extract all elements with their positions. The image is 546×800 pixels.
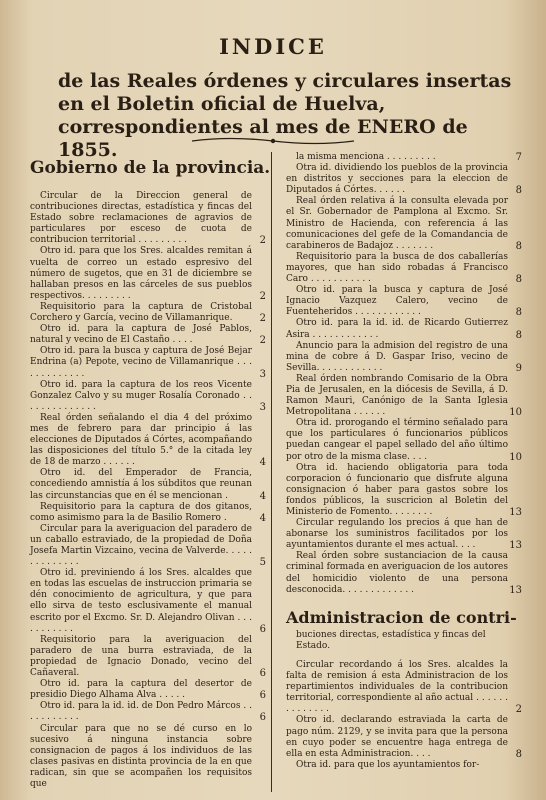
index-entry-text: Otro id. para que los Sres. alcaldes remitan á vuelta de correo un estado espresivo del número de sugetos, que en 31 de diciembre se hallaban presos en las cárceles de sus pueblos respectivos. . . . . . . . . — [30, 246, 252, 301]
index-entry-page: 8 — [515, 274, 522, 286]
index-entry-page: 13 — [509, 507, 522, 518]
index-entry-page: 10 — [509, 407, 522, 419]
index-entry-page: 6 — [259, 712, 266, 724]
index-entry — [286, 660, 522, 715]
index-entry-page: 13 — [509, 540, 522, 552]
index-entry-page: 2 — [515, 704, 522, 716]
index-entry — [286, 374, 522, 418]
left-entry-list — [30, 191, 266, 790]
index-entry-text: Requisitorio para la averiguacion del paradero de una burra estraviada, de la propiedad de Ignacio Donado, vecino del Cañaveral. — [30, 634, 252, 679]
section-subtitle-administracion: buciones directas, estadística y fincas del Estado. — [296, 629, 486, 651]
index-entry — [30, 724, 266, 791]
index-entry-text: Real órden relativa á la consulta elevada por el Sr. Gobernador de Pamplona al Excmo. Sr. Ministro de Hacienda, con referencia á las comunicaciones del gefe de la Comandancia de carabineros de Badajoz . . . . . . . — [286, 196, 508, 251]
index-entry-page: 8 — [515, 307, 522, 319]
index-entry — [286, 418, 522, 462]
section-title-gobierno: Gobierno de la provincia. — [30, 158, 271, 178]
index-entry-page: 4 — [259, 457, 266, 469]
index-entry — [286, 196, 522, 251]
index-entry-page: 4 — [259, 512, 266, 524]
index-entry-text: Otra id. para que los ayuntamientos for- — [296, 759, 480, 770]
index-entry-text: Circular de la Direccion general de contribuciones directas, estadística y fincas del Estado sobre reclamaciones de agravios de particulares por esceso de cuota de contribucion territorial . . . . . . . . . — [30, 191, 252, 246]
index-entry — [30, 191, 266, 246]
index-entry-page: 8 — [515, 240, 522, 252]
index-entry-page: 3 — [259, 401, 266, 413]
index-entry-page: 5 — [259, 557, 266, 569]
index-entry-page: 2 — [259, 235, 266, 247]
index-entry — [286, 163, 522, 196]
index-entry — [30, 635, 266, 679]
index-entry-text: Otro id. declarando estraviada la carta de pago núm. 2129, y se invita para que la persona en cuyo poder se encuentre haga entrega de ella en esta Administracion. . . . — [286, 715, 508, 759]
index-entry — [30, 324, 266, 346]
index-entry-text: Circular recordando á los Sres. alcaldes la falta de remision á esta Administracion de los repartimientos individuales de la contribucion territorial, correspondiente al año actual . . . . . . . . . . . . . . — [286, 659, 508, 715]
index-entry-text: Otro id. para la captura del desertor de presidio Diego Alhama Alva . . . . . — [30, 679, 252, 701]
index-entry — [30, 679, 266, 701]
index-entry — [286, 760, 522, 771]
index-entry — [286, 252, 522, 285]
index-entry-page: 2 — [259, 290, 266, 302]
index-entry-text: Circular regulando los precios á que han de abonarse los suministros facilitados por los ayuntamientos durante el mes actual. . . . — [286, 518, 508, 551]
index-entry — [286, 285, 522, 318]
left-column — [30, 152, 271, 790]
index-entry-text: Circular para la averiguacion del paradero de un caballo estraviado, de la propiedad de Doña Josefa Martin Vizcaino, vecina de Valverde. . . . . . . . . . . . . . — [30, 523, 252, 568]
index-entry-page: 6 — [259, 623, 266, 635]
index-entry — [30, 502, 266, 524]
index-entry — [286, 551, 522, 595]
right-column — [286, 152, 522, 771]
index-entry-text: Otra id. prorogando el término señalado para que los particulares ó funcionarios públicos puedan cangear el papel sellado del año último por otro de la misma clase. . . . — [286, 418, 508, 462]
index-entry-text: Otro id. previniendo á los Sres. alcaldes que en todas las escuelas de instruccion primaria se dén conocimiento de agricultura, y que para ello sirva de testo esclusivamente el manual escrito por el Excmo. Sr. D. Alejandro Olivan . . . . . . . . . . . — [30, 568, 252, 634]
index-entry — [30, 380, 266, 413]
index-entry-page: 6 — [259, 690, 266, 702]
section-title-administracion: Administracion de contri- — [286, 607, 517, 627]
index-entry-text: Requisitorio para la captura de Cristobal Corchero y García, vecino de Villamanrique. — [30, 301, 252, 324]
index-entry-page: 13 — [509, 584, 522, 596]
index-entry-page: 4 — [259, 490, 266, 502]
index-entry — [286, 341, 522, 374]
index-entry — [30, 246, 266, 301]
right-entry-list — [286, 152, 522, 596]
right-entry-list-2 — [286, 660, 522, 771]
index-entry-page: 8 — [515, 748, 522, 760]
index-entry-text: Requisitorio para la busca de dos caballerías mayores, que han sido robadas á Francisco Caro . . . . . . . . . . . — [286, 251, 508, 285]
index-entry-page: 9 — [515, 362, 522, 374]
index-entry-text: Otra id. haciendo obligatoria para toda corporacion ó funcionario que disfrute alguna consignacion ó haber para gastos sobre los fondos públicos, la suscricion al Boletin del Ministerio de Fomento. . . . . . . . — [286, 462, 508, 517]
index-entry — [30, 524, 266, 568]
index-entry-text: Requisitorio para la captura de dos gitanos, como asimismo para la de Basilio Romero . — [30, 501, 252, 523]
index-entry — [30, 701, 266, 723]
index-entry-text: Real órden señalando el dia 4 del próximo mes de febrero para dar principio á las elecciones de Diputados á Córtes, acompañando las disposiciones del título 5.° de la citada ley de 18 de marzo . . . . . . — [30, 412, 252, 468]
index-entry — [286, 152, 522, 163]
index-entry-text: Otro id. para la captura de José Pablos, natural y vecino de El Castaño . . . . — [30, 324, 252, 346]
index-entry-page: 6 — [259, 668, 266, 680]
index-entry — [286, 463, 522, 518]
page-title: INDICE — [219, 34, 327, 59]
index-entry-text: Anuncio para la admision del registro de una mina de cobre á D. Gaspar Iriso, vecino de Sevilla. . . . . . . . . . . . — [286, 340, 508, 373]
index-entry-text: Otro id. para la captura de los reos Vicente Gonzalez Calvo y su muger Rosalía Coronado . . . . . . . . . . . . . . — [30, 379, 252, 412]
index-entry-text: Otro id. para la busca y captura de José Bejar Endrina (a) Pepote, vecino de Villamanrique . . . . . . . . . . . . . — [30, 346, 252, 379]
index-entry-text: Real órden sobre sustanciacion de la causa criminal formada en averiguacion de los autores del homicidio violento de una persona desconocida. . . . . . . . . . . . . — [286, 551, 508, 595]
index-entry-page: 7 — [515, 152, 522, 163]
index-entry — [286, 518, 522, 551]
column-divider — [271, 152, 272, 792]
index-entry-text: Otro id. del Emperador de Francia, concediendo amnistía á los súbditos que reunan las circunstancias que en él se mencionan . — [30, 468, 252, 501]
index-entry — [30, 346, 266, 379]
index-entry-text: Otra id. dividiendo los pueblos de la provincia en distritos y secciones para la eleccion de Diputados á Córtes. . . . . . — [286, 163, 508, 196]
index-entry-text: Real órden nombrando Comisario de la Obra Pia de Jerusalen, en la diócesis de Sevilla, á D. Ramon Mauri, Canónigo de la Santa Iglesia Metropolitana . . . . . . — [286, 373, 508, 418]
index-entry — [286, 318, 522, 340]
index-entry-text: la misma menciona . . . . . . . . . — [296, 152, 436, 162]
index-entry-text: Otro id. para la id. id. de Ricardo Gutierrez Asira . . . . . . . . . . . . — [286, 318, 508, 340]
index-entry-page: 2 — [259, 335, 266, 347]
index-entry-page: 2 — [259, 313, 266, 325]
index-entry-page: 10 — [509, 451, 522, 463]
index-entry — [30, 413, 266, 468]
page-subtitle: de las Reales órdenes y circulares insertas en el Boletin oficial de Huelva, correspondientes al mes de ENERO de 1855. — [58, 70, 512, 161]
index-entry-page: 8 — [515, 185, 522, 197]
index-entry-page: 8 — [515, 329, 522, 341]
index-entry — [30, 302, 266, 324]
index-entry — [30, 468, 266, 501]
index-entry-page: 3 — [259, 368, 266, 380]
ornament-divider-icon — [190, 136, 356, 146]
index-entry — [30, 568, 266, 635]
index-entry-text: Otro id. para la busca y captura de José Ignacio Vazquez Calero, vecino de Fuenteheridos . . . . . . . . . . . . — [286, 285, 508, 318]
index-entry-text: Otro id. para la id. id. de Don Pedro Márcos . . . . . . . . . . . — [30, 701, 252, 723]
index-entry-text: Circular para que no se dé curso en lo sucesivo á ninguna instancia sobre consignacion de pagos á los individuos de las clases pasivas en distinta provincia de la en que radican, sin que se acompañen los requisitos que — [30, 723, 252, 789]
index-entry — [286, 715, 522, 759]
